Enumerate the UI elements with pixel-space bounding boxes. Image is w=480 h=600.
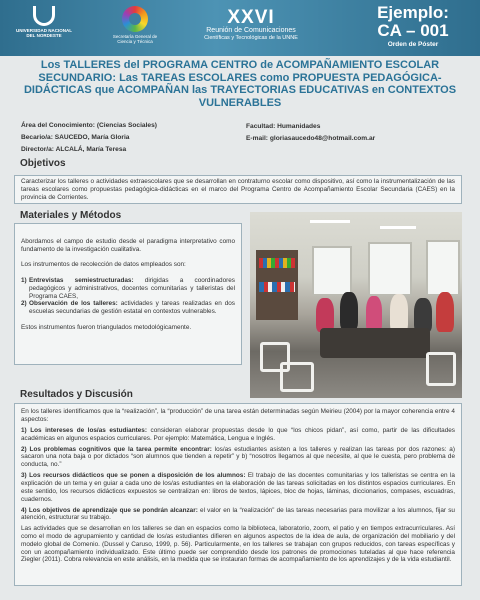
unne-logo-icon <box>14 6 74 54</box>
list-item-num: 1) <box>21 276 27 284</box>
sgct-logo-text: Secretaría General de Ciencia y Técnica <box>112 34 158 44</box>
classroom-table <box>320 328 430 358</box>
window <box>368 242 412 296</box>
resultados-item-text: El trabajo de las docentes comunitarias y los talleristas se centra en la explicación de un tema y en guiar a cada uno de los/as estudiantes en la elaboración de las tareas solicitadas en los distintos espacios curriculares. En este sentido, los recursos didácticos expuestos se centralizan en: libros de textos, lápices, bloc de hojas, láminas, diccionarios, compases, escuadras, cuadernos. <box>21 472 455 503</box>
meta-facultad: Facultad: Humanidades <box>246 123 321 130</box>
student <box>340 292 358 330</box>
student <box>414 298 432 332</box>
classroom-photo <box>250 212 462 398</box>
meta-director: Director/a: ALCALÁ, María Teresa <box>21 146 127 153</box>
list-item-label: Entrevistas semiestructuradas: <box>29 276 134 284</box>
materiales-box <box>14 223 242 365</box>
resultados-box <box>14 403 462 586</box>
meta-right <box>246 121 456 145</box>
reunion-line-1: Reunión de Comunicaciones <box>206 27 296 34</box>
materiales-list <box>21 277 235 316</box>
student <box>316 298 334 332</box>
meta-becario: Becario/a: SAUCEDO, María Gloria <box>21 134 130 141</box>
poster-code: CA – 001 <box>377 21 449 40</box>
ceiling-light <box>310 220 350 223</box>
student <box>436 292 454 332</box>
reunion-line-2: Científicas y Tecnológicas de la UNNE <box>204 35 298 41</box>
meta-email-row <box>246 133 456 145</box>
unne-logo-text: UNIVERSIDAD NACIONAL DEL NORDESTE <box>15 28 72 38</box>
chair <box>280 362 314 392</box>
window <box>426 240 460 296</box>
resultados-item-label: 1) Los intereses de los/as estudiantes: <box>21 426 147 434</box>
poster-title: Los TALLERES del PROGRAMA CENTRO de ACOMPAÑAMIENTO ESCOLAR SECUNDARIO: Las TAREAS ESCOLARES como PROPUESTA PEDAGÓGICA-DIDÁCTICAS que ACOMPAÑAN las TRAYECTORIAS EDUCATIVAS en CONTEXTOS VULNERABLES <box>23 59 457 109</box>
materiales-p3: Estos instrumentos fueron triangulados metodológicamente. <box>21 323 192 331</box>
sgct-logo-icon <box>108 6 162 54</box>
unne-mark-icon <box>33 6 55 26</box>
poster-code-block <box>358 4 468 49</box>
resultados-item <box>21 507 455 523</box>
resultados-closing: Las actividades que se desarrollan en los talleres se dan en espacios como la biblioteca, laboratorio, zoom, el patio y en tiempos extracurriculares. Así como el modo de agrupamiento y cantidad de los/as estudiantes difieren en algunos aspectos de la idea de aula, de organización del mobiliario y del modelo global de Comenio. (Dussel y Caruso, 1999, p. 56). Particularmente, en los talleres se trabajan con grupos reducidos, con tareas específicas y con un acompañamiento individualizado. Este último puede ser comprendido desde los patrones de promociones tuteladas al que hace referencia Ziegler (2011). Cobra relevancia en este análisis, en la medida que se instauran formas de acompañamiento de los aprendizajes y de la vida estudiantil. <box>21 525 455 564</box>
materiales-p1: Abordamos el campo de estudio desde el paradigma interpretativo como fundamento de la investigación cualitativa. <box>21 238 235 253</box>
chair <box>426 352 456 386</box>
student <box>390 294 408 332</box>
reunion-number: XXVI <box>227 7 275 28</box>
resultados-item <box>21 472 455 503</box>
resultados-item <box>21 446 455 469</box>
list-item-num: 2) <box>21 300 27 308</box>
sgct-ring-icon <box>122 6 148 32</box>
resultados-intro: En los talleres identificamos que la “realización”, la “producción” de una tarea están determinadas según Meirieu (2004) por la mayor coherencia entre 4 aspectos: <box>21 408 455 423</box>
reunion-block <box>176 8 326 42</box>
resultados-item-text: los/as estudiantes asisten a los talleres y realizan las tareas por dos razones: a) sacaron una nota baja o por dictados “son alumnos que tienden a repetir” y b) “nosotros llegamos al que necesite, al que le cuesta, pero problema de conducta, no.” <box>21 445 455 469</box>
meta-area: Área del Conocimiento: (Ciencias Sociales) <box>21 122 157 129</box>
list-item-text: actividades y tareas realizadas en dos escuelas secundarias de gestión estatal en contextos vulnerables. <box>29 300 236 316</box>
resultados-item <box>21 427 455 443</box>
bookshelf <box>256 250 298 320</box>
objetivos-heading: Objetivos <box>20 158 66 169</box>
resultados-item-label: 2) Los problemas cognitivos que la tarea permite encontrar: <box>21 445 212 453</box>
materiales-p2: Los instrumentos de recolección de datos empleados son: <box>21 261 186 269</box>
resultados-item-text: el valor en la “realización” de las tareas necesarias para movilizar a los alumnos, fijar su atención, estructurar su trabajo. <box>21 506 455 522</box>
window <box>312 246 352 296</box>
resultados-item-label: 3) Los recursos didácticos que se ponen a disposición de los alumnos: <box>21 472 246 480</box>
poster-order-label: Orden de Póster <box>387 41 439 48</box>
resultados-item-text: consideran elaborar propuestas desde lo que “los chicos pidan”, así como, partir de las dificultades académicas en algunos espacios curriculares. Por ejemplo: Matemática, Lengua e Inglés. <box>21 426 455 442</box>
meta-left <box>21 120 251 156</box>
list-item <box>21 277 235 300</box>
student <box>366 296 382 332</box>
list-item-text: dirigidas a coordinadores pedagógicos y administrativos, docentes comunitarias y talleristas del Programa CAES, <box>29 276 235 300</box>
ceiling-light <box>380 226 416 229</box>
objetivos-text: Caracterizar los talleres o actividades extraescolares que se desarrollan en contraturno escolar como dispositivo, así como la instrumentalización de las tareas escolares como propuestas pedagógica-didácticas en el marco del Programa Centro de Acompañamiento Escolar Secundaria (CAES) en la provincia de Corrientes. <box>21 178 455 201</box>
meta-email[interactable]: gloriasaucedo48@hotmail.com.ar <box>269 135 376 142</box>
resultados-item-label: 4) Los objetivos de aprendizaje que se pondrán alcanzar: <box>21 506 198 514</box>
materiales-heading: Materiales y Métodos <box>20 210 122 221</box>
poster-code-label: Ejemplo: <box>377 3 449 22</box>
meta-email-label: E-mail: <box>246 135 268 142</box>
header-band <box>0 0 480 56</box>
list-item-label: Observación de los talleres: <box>29 300 118 308</box>
objetivos-box <box>14 175 462 204</box>
resultados-heading: Resultados y Discusión <box>20 389 133 400</box>
list-item <box>21 300 235 316</box>
